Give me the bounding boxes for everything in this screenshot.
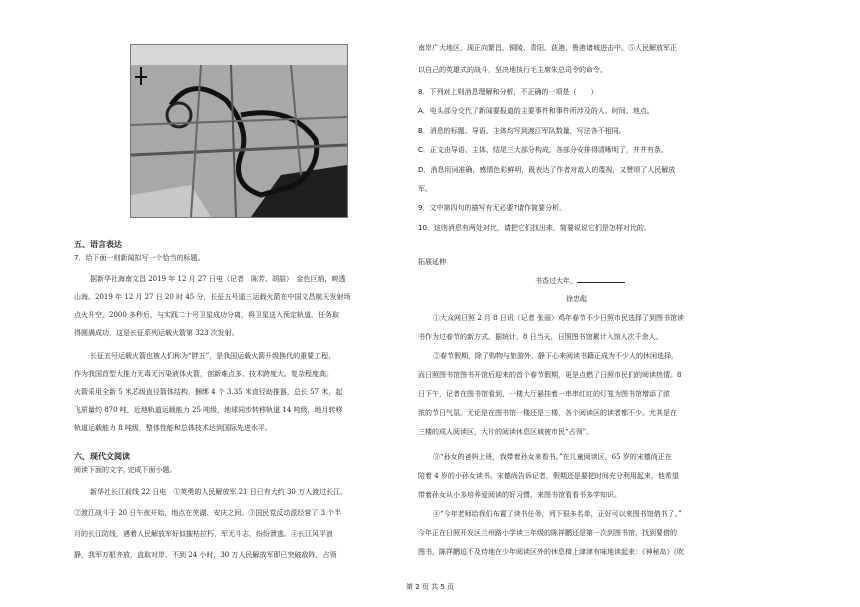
news1-line: 得圆满成功，这是长征系列运载火箭第 323 次发射。 (74, 329, 239, 337)
news2-line: 飞质量约 870 吨，近地轨道运载能力 25 吨级，地球同步转移轨道 14 吨级，地月转移 (74, 406, 343, 414)
option-a: A．电头部分交代了新闻要报道的主要事件和事件所涉及的人、时间、地点。 (418, 107, 654, 115)
section-6-intro: 阅读下面的文字, 完成下面小题。 (74, 466, 177, 474)
news3-cont-line: 以自己的英雄式的战斗，坚决地执行毛主席朱总司令的命令。 (418, 66, 607, 74)
news3-line: 静，我军万船齐放，直取对岸，不到 24 小时，30 万人民解放军即已突破敌阵，占领 (74, 551, 337, 559)
news3-cont-line: 南岸广大地区，现正向繁昌、铜陵、青阳、荻港、鲁港诸城进击中。⑤人民解放军正 (418, 44, 677, 52)
article-line: ④“今年老师给我们布置了读书任务，列下很多名单，正好可以来图书馆借书了。” (433, 510, 682, 518)
article-line: 浓的节日气氛。无论是在图书馆一楼还是三楼，各个阅读区的读者都不少。尤其是在 (418, 409, 677, 417)
article-line: 带着孙女从小多培养爱阅读的好习惯，来图书馆看看书多学知识。 (418, 491, 621, 499)
news3-line: ②渡江战斗于 20 日午夜开始，地点在芜湖、安庆之间。③国民党反动派经营了 3 个半 (74, 509, 342, 517)
news1-line: 点火升空，2000 多秒后，与实践二十号卫星成功分离，将卫星送入预定轨道，任务取 (74, 311, 340, 319)
article-line: 书作为过春节的新方式。据统计，8 日当天，日照图书馆累计入馆人次千余人。 (418, 333, 663, 341)
question-7: 7．给下面一则新闻拟写一个恰当的标题。 (74, 254, 205, 262)
article-line: 三楼的成人阅读区，大片的阅读休息区域被市民“占领”。 (418, 428, 594, 436)
article-line: ③“孙女的爸妈上班，我带着孙女来看书。”在儿童阅读区，65 岁的宋德尚正在 (433, 453, 672, 461)
title-blank (577, 275, 625, 283)
article-line: ②春节假期，除了购物与旅游外，静下心来阅读书籍正成为不少人的休闲选择， (433, 352, 678, 360)
news3-line: 新华社长江前线 22 日电 ①英勇的人民解放军 21 日已有大约 30 万人渡过长江。 (90, 488, 348, 496)
news2-line: 火箭采用全新 5 米芯级直径箭体结构，捆绑 4 个 3.35 米直径助推器，总长 57 米，起 (74, 388, 343, 396)
map-image (130, 44, 348, 218)
article-line: 今年正在日照开发区兰州路小学读三年级的陈祥鹏还是第一次到图书馆，找到要借的 (418, 529, 677, 537)
news3-line: 月的长江防线，遇着人民解放军好似摧枯拉朽，军无斗志，纷纷溃逃。④长江风平浪 (74, 530, 333, 538)
article-line: 而日照图书馆图书开馆后迎来的首个春节假期，更是点燃了日照市民们的阅读热情。8 (418, 371, 682, 379)
article-title (535, 275, 625, 286)
news1-line: 据新华社海南文昌 2019 年 12 月 27 日电（记者 陈芳、胡喆） 金色巨焰，映透 (90, 275, 346, 283)
option-d-cont: 军。 (418, 185, 432, 193)
article-line: ①大众网日照 2 月 8 日讯（记者 张丽）鸡年春节不少日照市民选择了到图书馆读 (433, 314, 685, 322)
option-c: C．正文由导语、主体、结尾三大部分构成，各部分安排得清晰明了，井井有条。 (418, 146, 668, 154)
news2-line: 作为我国首型大推力无毒无污染液体火箭，创新难点多、技术跨度大、复杂程度高。 (74, 370, 333, 378)
map-graphic (131, 45, 347, 217)
article-line: 图书，陈祥鹏迫不及待地在少年阅读区外的休息椅上津津有味地读起来：《神秘岛》《吹 (418, 548, 684, 556)
article-line: 日下午，记者在图书馆看到，一楼大厅悬挂着一串串红红的灯笼为图书馆增添了浓 (418, 390, 670, 398)
section-6-title: 六、现代文阅读 (74, 452, 130, 461)
option-b: B．消息的标题、导语、主体均写到渡江军队数量，写法各不相同。 (418, 127, 626, 135)
question-10: 10．这则消息有两处对比，请把它们找出来，简要说说它们是怎样对比的。 (418, 224, 651, 232)
section-5-title: 五、语言表达 (74, 240, 122, 249)
article-author: 徐忠彪 (566, 295, 587, 303)
extension-heading: 拓展延伸 (418, 258, 446, 266)
question-9: 9．文中第四句的描写有无必要?请作简要分析。 (418, 204, 567, 212)
article-title-text: 书香过大年， (535, 277, 577, 285)
question-8: 8．下列对上则消息理解和分析，不正确的一项是（ ） (418, 88, 598, 96)
page-footer: 第 2 页 共 5 页 (405, 583, 455, 591)
news1-line: 山海。2019 年 12 月 27 日 20 时 45 分，长征五号遥三运载火箭在中国文昌航天发射场 (74, 293, 351, 301)
news2-line: 长征五号运载火箭也被人们称为“胖五”，是我国运载火箭升级换代的重要工程， (90, 352, 336, 360)
option-d: D．消息用词准确，感情色彩鲜明，既表达了作者对敌人的蔑视，又赞颂了人民解放 (418, 166, 676, 174)
news2-line: 轨道运载能力 8 吨级，整体性能和总体技术达到国际先进水平。 (74, 424, 272, 432)
article-line: 陪着 4 岁的小孙女读书。宋德尚告诉记者，假期还是要把时间充分利用起来，他希望 (418, 472, 679, 480)
